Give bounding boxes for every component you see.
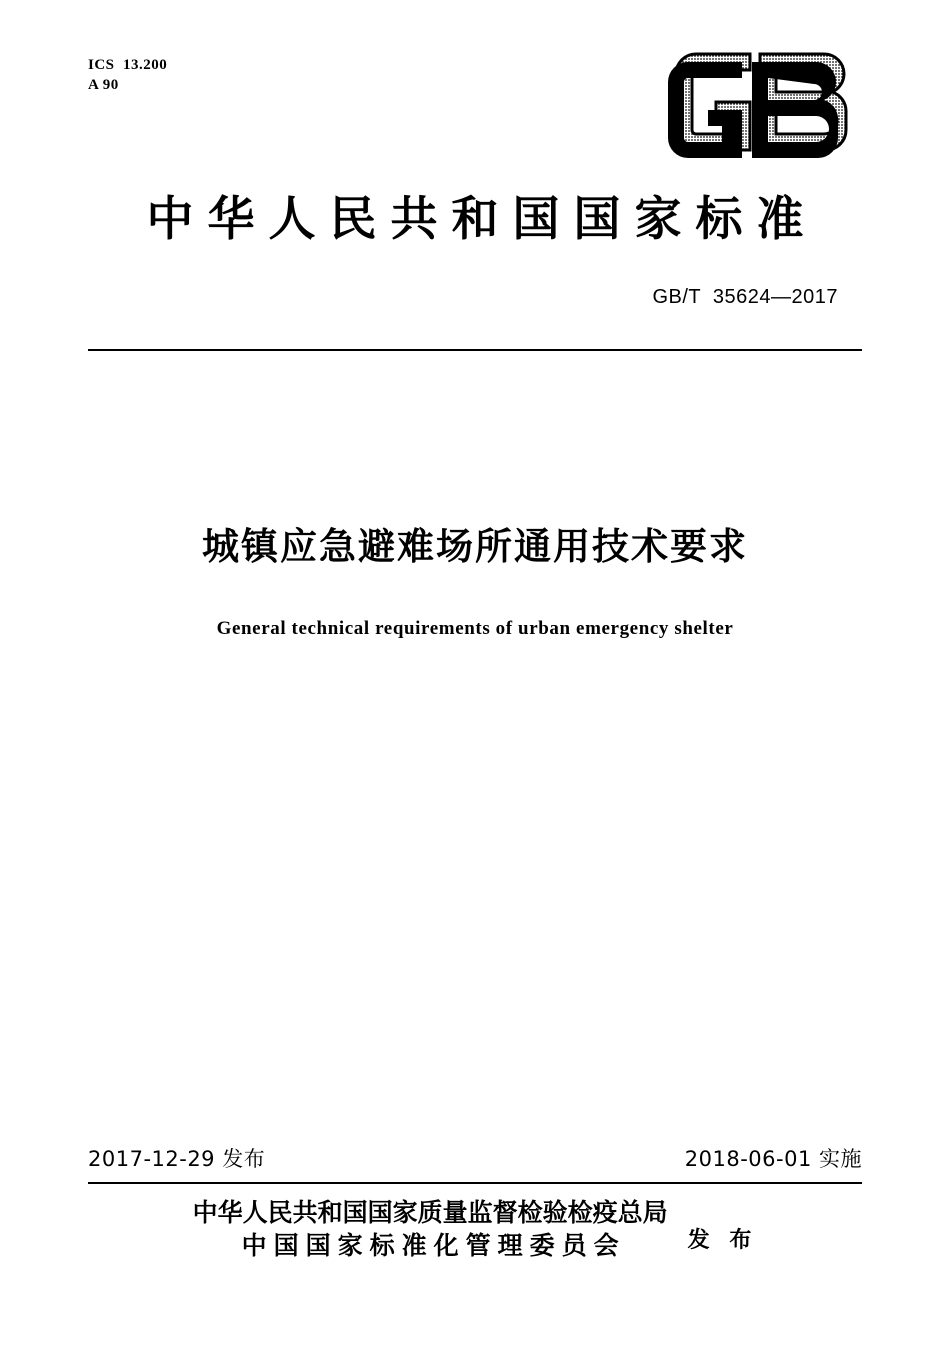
standard-number: GB/T 35624—2017 — [652, 286, 838, 308]
issue-date: 2017-12-29 发布 — [88, 1147, 266, 1171]
issuer-line-2: 中国国家标准化管理委员会 — [241, 1231, 626, 1260]
issuer-block — [0, 1196, 950, 1262]
issuer-names — [193, 1196, 668, 1262]
footer-divider — [88, 1182, 862, 1184]
classification-codes — [88, 55, 167, 96]
gb-emblem-icon — [668, 52, 858, 164]
dates-row — [88, 1143, 862, 1173]
issuer-line-1: 中华人民共和国国家质量监督检验检疫总局 — [192, 1198, 668, 1227]
classification-code: A 90 — [88, 77, 119, 94]
ics-code: ICS 13.200 — [88, 57, 168, 73]
implementation-date: 2018-06-01 实施 — [684, 1147, 862, 1171]
document-title-english: General technical requirements of urban emergency shelter — [216, 618, 734, 639]
header-divider — [88, 349, 862, 351]
national-standard-title: 中华人民共和国国家标准 — [146, 192, 818, 247]
issuer-action-label: 发 布 — [687, 1227, 758, 1253]
document-title-chinese: 城镇应急避难场所通用技术要求 — [202, 525, 748, 568]
